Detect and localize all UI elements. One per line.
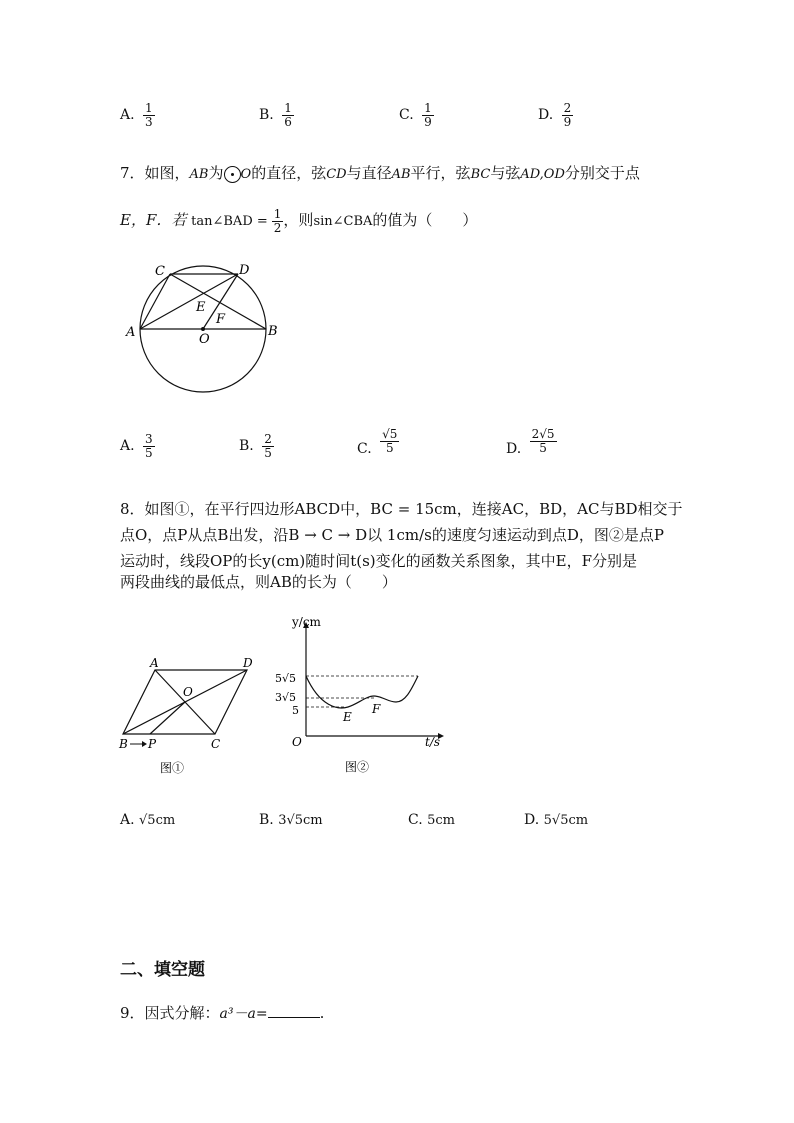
fraction: $\frac{1}{2}$ (273, 206, 282, 235)
q7-option-b: B. $\frac{2}{5}$ (239, 432, 272, 460)
caption-fig2: 图② (345, 760, 370, 774)
label-d: D (243, 656, 253, 670)
fraction: $\frac{3}{5}$ (145, 432, 153, 460)
q6-option-a: A. $\frac{1}{3}$ (120, 101, 153, 129)
q8-line3: 运动时，线段OP的长y(cm)随时间t(s)变化的函数关系图象，其中E，F分别是 (120, 552, 637, 570)
y-tick-3sqrt5: 3√5 (275, 691, 297, 704)
q8-line4: 两段曲线的最低点，则AB的长为（ ） (120, 573, 397, 591)
fraction: $\frac{2√5}{5}$ (531, 427, 555, 455)
q7-option-a: A. $\frac{3}{5}$ (120, 432, 153, 460)
q8-line2: 点O，点P从点B出发，沿B → C → D以 1cm/s的速度匀速运动到点D，图②是点P (120, 526, 664, 544)
label-c: C (211, 737, 221, 751)
label-f: F (216, 312, 226, 327)
y-tick-5: 5 (292, 704, 299, 717)
circle-symbol (224, 166, 241, 183)
label-e: E (196, 300, 206, 315)
label-b: B (119, 737, 128, 751)
q7-line2: E，F．若 tan∠BAD = $\frac{1}{2}$ ，则sin∠CBA的值为（ ） (120, 206, 478, 235)
section-heading: 二、填空题 (120, 960, 205, 980)
y-tick-5sqrt5: 5√5 (275, 672, 297, 685)
y-axis-label: y/cm (292, 615, 321, 629)
label-f: F (372, 702, 381, 716)
q9-line: 9．因式分解：a³－a= . (120, 1004, 325, 1022)
q8-option-d: D. 5√5cm (524, 812, 589, 828)
q6-option-d: D. $\frac{2}{9}$ (538, 101, 572, 129)
q8-parallelogram-figure (115, 650, 265, 775)
fraction: $\frac{√5}{5}$ (382, 427, 398, 455)
label-p: P (148, 737, 157, 751)
label-d: D (239, 263, 250, 278)
label-o: O (183, 685, 193, 699)
q8-function-graph (270, 612, 450, 777)
answer-blank[interactable] (268, 1003, 320, 1018)
fraction: $\frac{1}{3}$ (145, 101, 153, 129)
function-curve (306, 676, 418, 708)
caption-fig1: 图① (160, 761, 185, 775)
q7-line1: 7．如图，AB为 O的直径，弦CD与直径AB平行，弦BC与弦AD,OD分别交于点 (120, 164, 640, 182)
q7-circle-figure (120, 255, 290, 400)
fraction: $\frac{2}{9}$ (563, 101, 572, 129)
x-axis-label: t/s (425, 735, 441, 749)
q8-line1: 8．如图①，在平行四边形ABCD中，BC = 15cm，连接AC，BD，AC与BD相交于 (120, 500, 683, 518)
fraction: $\frac{1}{9}$ (424, 101, 432, 129)
label-e: E (343, 710, 352, 724)
label-a: A (150, 656, 159, 670)
q6-option-b: B. $\frac{1}{6}$ (259, 101, 292, 129)
origin-label: O (292, 735, 302, 749)
label-o: O (199, 332, 210, 347)
q7-option-d: D. $\frac{2√5}{5}$ (506, 427, 555, 458)
label-a: A (126, 325, 136, 340)
label-b: B (268, 324, 278, 339)
q8-option-c: C. 5cm (408, 812, 456, 828)
q6-option-c: C. $\frac{1}{9}$ (399, 101, 432, 129)
center-dot (201, 327, 205, 331)
fraction: $\frac{1}{6}$ (284, 101, 292, 129)
q8-option-a: A. √5cm (120, 812, 176, 828)
fraction: $\frac{2}{5}$ (264, 432, 272, 460)
arrow-icon (142, 741, 147, 747)
q8-option-b: B. 3√5cm (259, 812, 323, 828)
q7-option-c: C. $\frac{√5}{5}$ (357, 427, 398, 458)
label-c: C (155, 264, 165, 279)
